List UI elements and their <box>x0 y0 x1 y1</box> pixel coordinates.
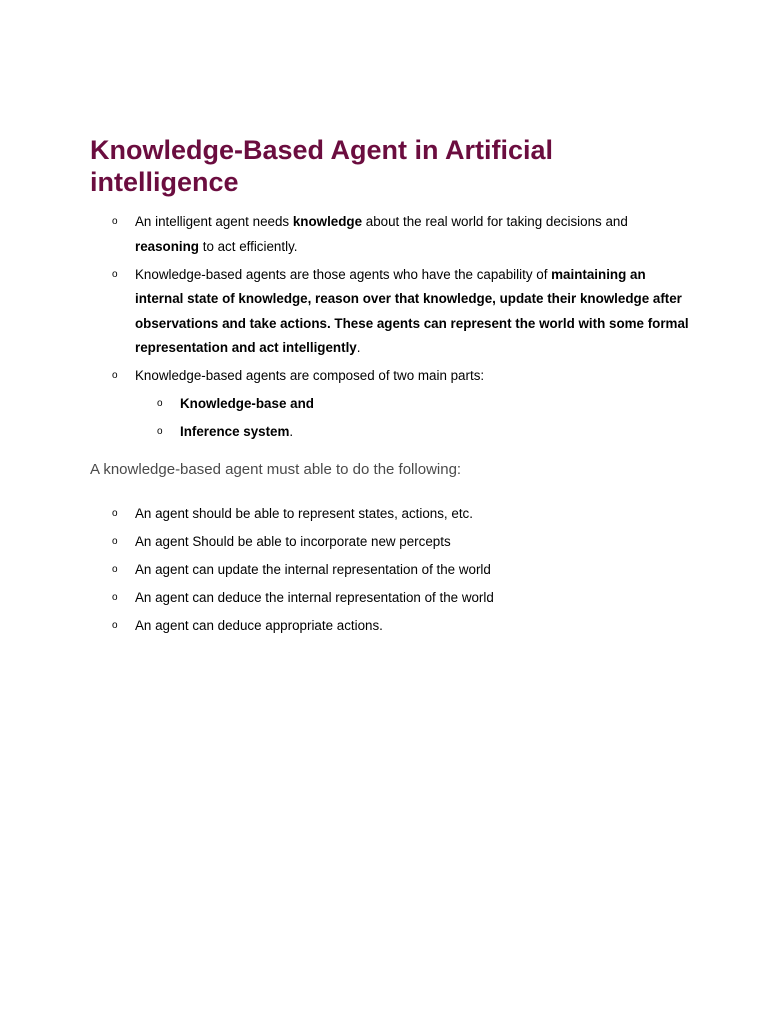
bullet-marker: o <box>112 268 118 280</box>
list-item <box>90 210 690 259</box>
item-text: . <box>289 424 294 439</box>
bullet-marker: o <box>112 563 118 575</box>
page-title: Knowledge-Based Agent in Artificial intelligence <box>90 135 554 197</box>
item-text: Knowledge-based agents are those agents who have the capability of <box>135 266 552 282</box>
document-page <box>90 134 690 642</box>
bullet-marker: o <box>112 216 118 227</box>
item-text: An agent should be able to represent states, actions, etc. <box>135 505 473 521</box>
list-item <box>90 530 690 555</box>
list-item <box>90 558 690 583</box>
sub-list-item <box>135 420 690 445</box>
bullet-marker: o <box>157 426 163 437</box>
item-text: An agent can deduce the internal representation of the world <box>135 589 494 605</box>
capabilities-list <box>90 502 690 639</box>
bullet-marker: o <box>157 398 163 409</box>
item-bold-text: Knowledge-base and <box>180 396 314 411</box>
list-item <box>90 263 690 361</box>
list-item <box>90 614 690 639</box>
bullet-marker: o <box>112 370 118 381</box>
list-item <box>90 364 690 445</box>
list-item <box>90 586 690 611</box>
sub-list <box>135 392 690 445</box>
list-item <box>90 502 690 527</box>
section-intro: A knowledge-based agent must able to do the following: <box>90 460 462 478</box>
item-text: about the real world for taking decisions and <box>362 214 628 229</box>
item-text: An intelligent agent needs <box>135 214 293 229</box>
item-bold-text: maintaining an internal state of knowledge, reason over that knowledge, update their knowledge after observations and take actions. These agents can represent the world with some formal representation and act intelligently <box>135 266 689 355</box>
item-text: An agent can deduce appropriate actions. <box>135 617 383 633</box>
sub-list-item <box>135 392 690 417</box>
item-text: An agent Should be able to incorporate new percepts <box>135 533 451 549</box>
item-text: An agent can update the internal representation of the world <box>135 561 491 577</box>
item-text: Knowledge-based agents are composed of two main parts: <box>135 368 485 383</box>
item-text: . <box>356 340 361 355</box>
bullet-marker: o <box>112 591 118 603</box>
item-bold-text: Inference system <box>180 424 290 439</box>
bullet-marker: o <box>112 619 118 631</box>
item-bold-text: reasoning <box>135 238 199 254</box>
item-bold-text: knowledge <box>292 214 363 229</box>
item-text: to act efficiently. <box>199 238 298 254</box>
bullet-marker: o <box>112 535 118 547</box>
components-list <box>90 210 690 445</box>
bullet-marker: o <box>112 507 118 519</box>
